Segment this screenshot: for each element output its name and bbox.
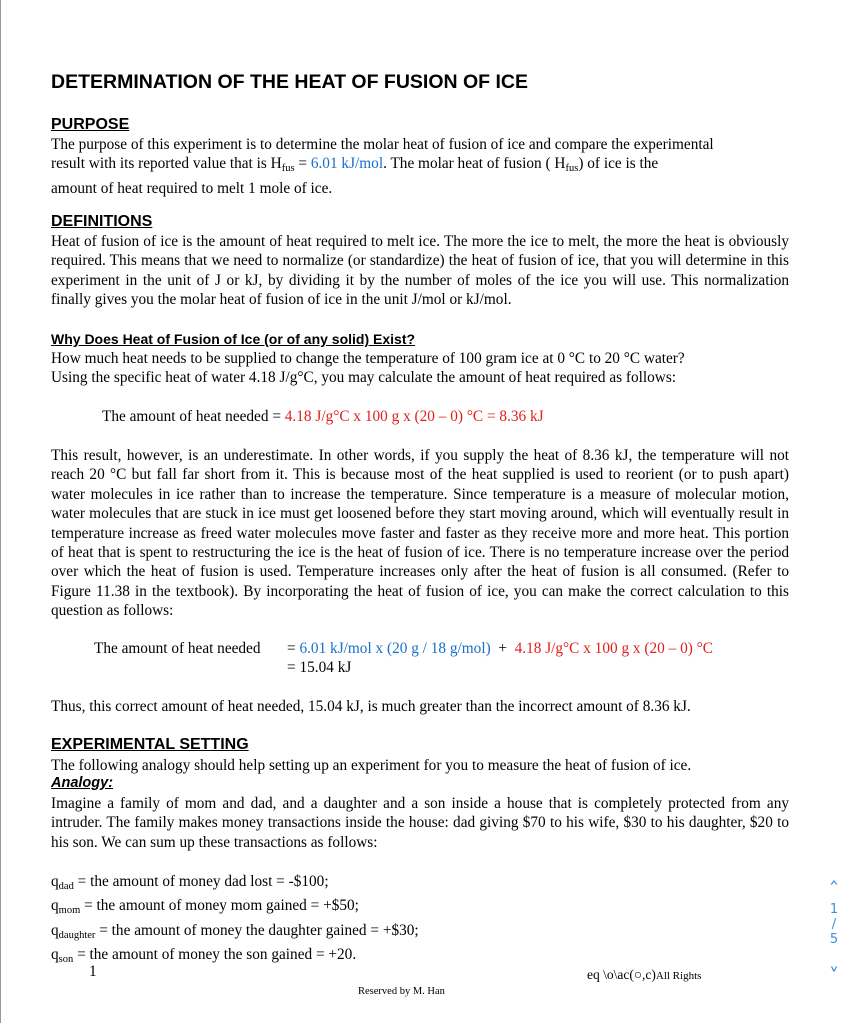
- why-intro: [51, 349, 685, 388]
- purpose-line-3: amount of heat required to melt 1 mole of ice.: [51, 179, 333, 197]
- transaction-dad: $q_{dad}$ = the amount of money dad lost = -$100;: [51, 873, 329, 892]
- analogy-paragraph: Imagine a family of mom and dad, and a daughter and a son inside a house that is completely protected from any intruder. The family makes money transactions inside the house: dad giving $70 to his wife, $30 to his daughter, $20 to his son. We can sum up these transactions as follows:: [51, 795, 789, 851]
- pager-indicator: [820, 902, 848, 947]
- page-number: 1: [89, 963, 97, 980]
- pager-separator: /: [831, 917, 837, 932]
- why-line-1: How much heat needs to be supplied to change the temperature of 100 gram ice at 0 °C to 20 °C water?: [51, 350, 685, 367]
- setting-heading: EXPERIMENTAL SETTING: [51, 736, 249, 753]
- equation-2-terms: = 6.01 kJ/mol x (20 g / 18 g/mol) + 4.18 J/g°C x 100 g x (20 – 0) °C: [287, 640, 713, 657]
- setting-intro: The following analogy should help setting up an experiment for you to measure the heat of fusion of ice.: [51, 757, 692, 774]
- underestimate-paragraph: This result, however, is an underestimate. In other words, if you supply the heat of 8.36 kJ, the temperature will not reach 20 °C but fall far short from it. This is because most of the heat supplied is used to reorient (or to push apart) water molecules in ice rather than to increase the temperature. Since temperature is a measure of molecular motion, water molecules that are stuck in ice must get loosened before they start moving around, which will eventually result in temperature increase as freed water molecules move faster and faster as they receive more and more heat. This portion of heat that is spent to restructuring the ice is the heat of fusion of ice. There is no temperature increase over the period over which the heat of fusion is used. Temperature increases only after the heat of fusion is all consumed. (Refer to Figure 11.38 in the textbook). By incorporating the heat of fusion of ice, you can make the correct calculation to this question as follows:: [51, 447, 789, 620]
- analogy-heading: Analogy:: [51, 775, 114, 791]
- pager-current: 1: [829, 902, 839, 917]
- purpose-paragraph: [51, 135, 789, 198]
- conclusion-line: Thus, this correct amount of heat needed, 15.04 kJ, is much greater than the incorrect amount of 8.36 kJ.: [51, 698, 691, 715]
- pager-total: 5: [829, 932, 839, 947]
- document-title: DETERMINATION OF THE HEAT OF FUSION OF ICE: [51, 71, 529, 93]
- page-down-icon[interactable]: ˅: [829, 964, 839, 988]
- definitions-paragraph: Heat of fusion of ice is the amount of heat required to melt ice. The more the ice to melt, the more the heat is obviously required. This means that we need to normalize (or standardize) the heat of fusion of ice, that you will determine in this experiment in the unit of J or kJ, by dividing it by the number of moles of the ice you will use. This normalization finally gives you the molar heat of fusion of ice in the unit J/mol or kJ/mol.: [51, 233, 789, 309]
- purpose-line-1: The purpose of this experiment is to determine the molar heat of fusion of ice and compare the experimental: [51, 136, 714, 153]
- equation-2-result: = 15.04 kJ: [287, 659, 352, 676]
- transactions-list: [51, 872, 419, 970]
- equation-1: The amount of heat needed = 4.18 J/g°C x 100 g x (20 – 0) °C = 8.36 kJ: [102, 408, 544, 425]
- purpose-heading: PURPOSE: [51, 116, 130, 133]
- copyright-field: eq \o\ac(○,c)All Rights: [587, 967, 702, 982]
- transaction-mom: $q_{mom}$ = the amount of money mom gained = +$50;: [51, 897, 359, 917]
- reported-value: 6.01 kJ/mol: [310, 155, 384, 173]
- equation-2-label: The amount of heat needed: [94, 640, 261, 657]
- why-line-2: Using the specific heat of water 4.18 J/g°C, you may calculate the amount of heat required as follows:: [51, 369, 677, 387]
- purpose-line-2: result with its reported value that is $H_{fus} = 6.01$ kJ/mol. The molar heat of fusion ( $H_{fus}$) of ice is the: [51, 155, 659, 175]
- transaction-son: $q_{son}$ = the amount of money the son gained = +20.: [51, 946, 357, 966]
- page-up-icon[interactable]: ‸: [830, 860, 838, 885]
- why-heading: Why Does Heat of Fusion of Ice (or of any solid) Exist?: [51, 331, 416, 347]
- definitions-heading: DEFINITIONS: [51, 213, 153, 230]
- reserved-text: Reserved by M. Han: [358, 986, 445, 997]
- transaction-daughter: $q_{daughter}$ = the amount of money the daughter gained = +$30;: [51, 921, 419, 941]
